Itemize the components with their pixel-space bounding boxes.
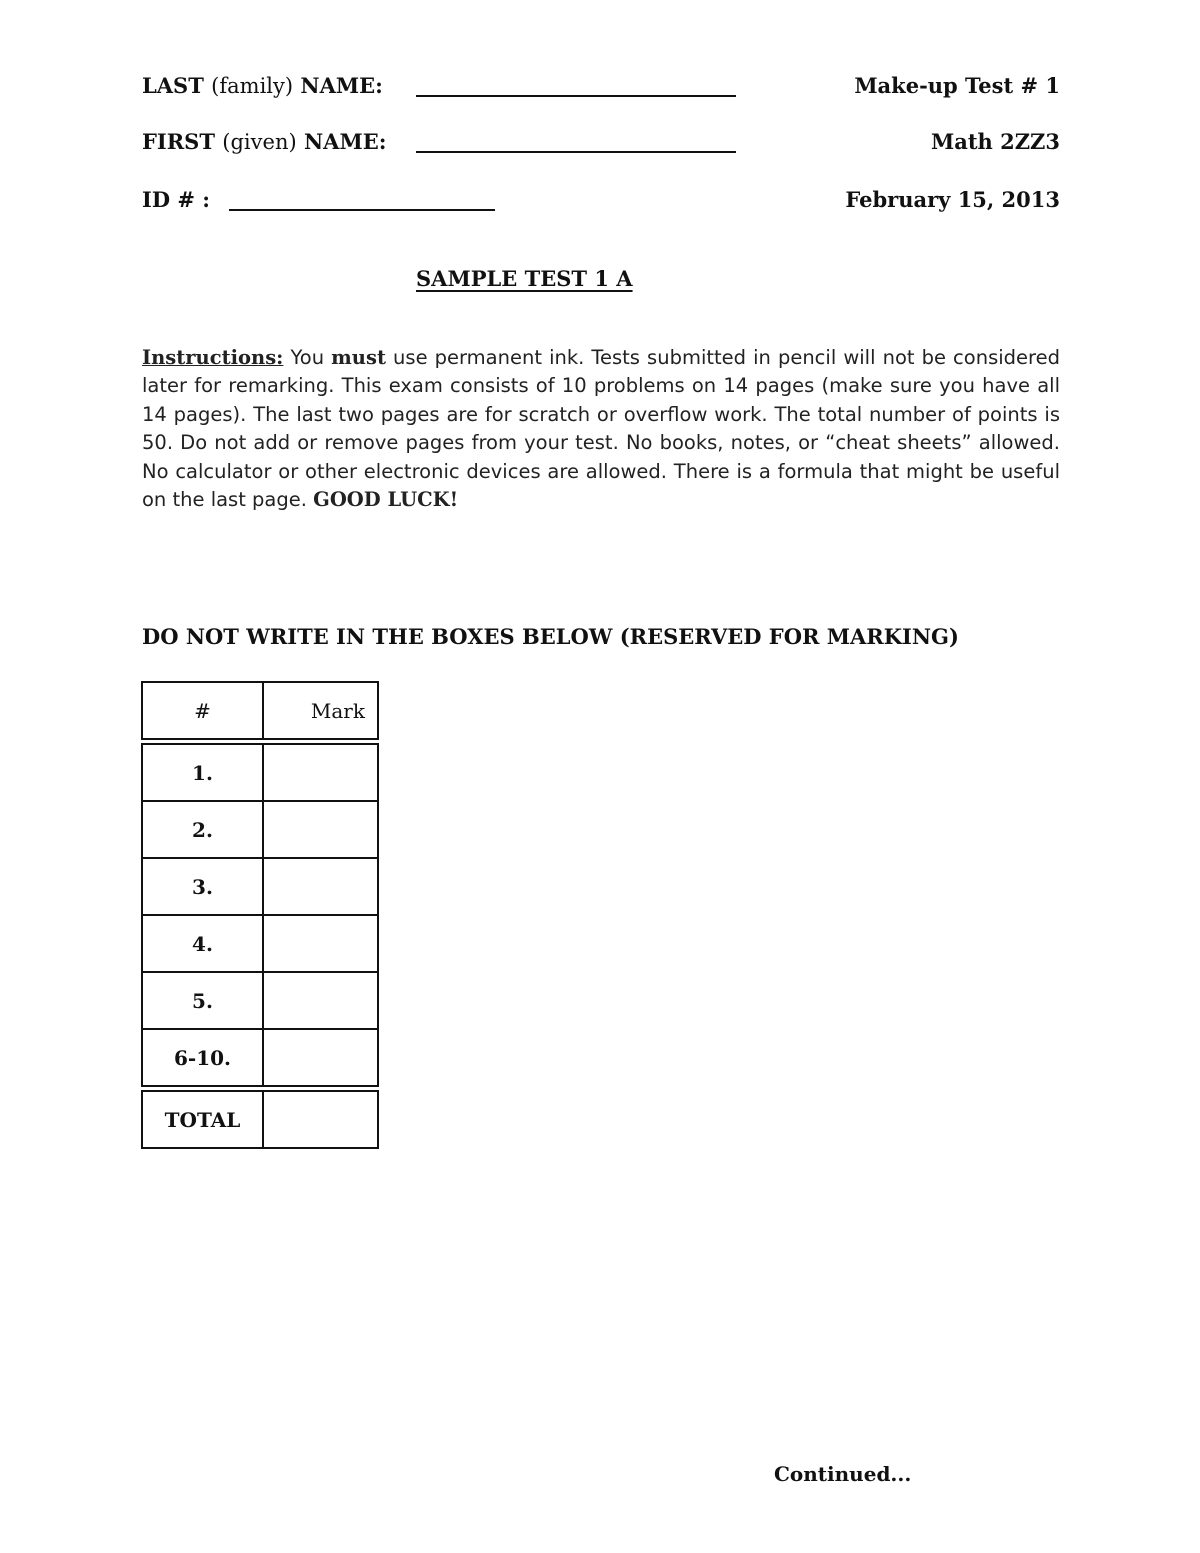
continued-footer: Continued... [774, 1462, 912, 1486]
marks-table-row [141, 916, 379, 973]
mark-cell [264, 802, 377, 857]
last-name-blank-line[interactable] [416, 95, 736, 97]
id-label: ID # : [142, 187, 211, 212]
marks-table-row [141, 802, 379, 859]
good-luck-text: GOOD LUCK! [313, 488, 459, 512]
course-label: Math 2ZZ3 [930, 129, 1060, 154]
first-name-label-part2: (given) [222, 130, 297, 154]
mark-cell [264, 745, 377, 800]
last-name-label [142, 73, 383, 98]
marks-table-row [141, 859, 379, 916]
problem-number-cell: 5. [143, 973, 264, 1028]
first-name-label-part3: NAME: [303, 129, 387, 154]
header-row-id [142, 187, 1060, 219]
mark-cell [264, 1030, 377, 1085]
problem-number-cell: 4. [143, 916, 264, 971]
marks-table-header-row [141, 681, 379, 740]
marks-table [141, 681, 377, 1149]
last-name-label-part3: NAME: [300, 73, 383, 98]
marks-header-number: # [143, 683, 264, 738]
total-label-cell: TOTAL [143, 1092, 264, 1147]
problem-number-cell: 1. [143, 745, 264, 800]
instructions-text-1: You [290, 346, 325, 369]
instructions-label: Instructions: [142, 346, 284, 369]
marks-table-row [141, 743, 379, 802]
problem-number-cell: 2. [143, 802, 264, 857]
total-mark-cell [264, 1092, 377, 1147]
problem-number-cell: 6-10. [143, 1030, 264, 1085]
mark-cell [264, 973, 377, 1028]
marking-notice: DO NOT WRITE IN THE BOXES BELOW (RESERVED FOR MARKING) [142, 624, 959, 649]
mark-cell [264, 859, 377, 914]
header-row-first-name [142, 129, 1060, 161]
marks-header-mark: Mark [310, 698, 365, 723]
problem-number-cell: 3. [143, 859, 264, 914]
first-name-label-part1: FIRST [142, 129, 215, 154]
last-name-label-part1: LAST [142, 73, 204, 98]
instructions-paragraph [142, 344, 1060, 514]
first-name-blank-line[interactable] [416, 151, 736, 153]
header-row-last-name [142, 73, 1060, 105]
marks-table-row [141, 1030, 379, 1087]
last-name-label-part2: (family) [211, 74, 294, 98]
instructions-text-2: use permanent ink. Tests submitted in pencil will not be considered later for remarking. This exam consists of 10 problems on 14 pages (make sure you have all 14 pages). The last two pages are for scratch or overflow work. The total number of points is 50. Do not add or remove pages from your test. No books, notes, or “cheat sheets” allowed. No calculator or other electronic devices are allowed. There is a formula that might be useful on the last page. [142, 346, 1060, 512]
instructions-must: must [331, 346, 386, 369]
marks-table-row [141, 973, 379, 1030]
marks-table-total-row [141, 1090, 379, 1149]
id-blank-line[interactable] [229, 209, 495, 211]
page-title: SAMPLE TEST 1 A [416, 266, 633, 291]
date-label: February 15, 2013 [845, 187, 1060, 212]
test-label: Make-up Test # 1 [854, 73, 1060, 98]
first-name-label [142, 129, 386, 154]
mark-cell [264, 916, 377, 971]
